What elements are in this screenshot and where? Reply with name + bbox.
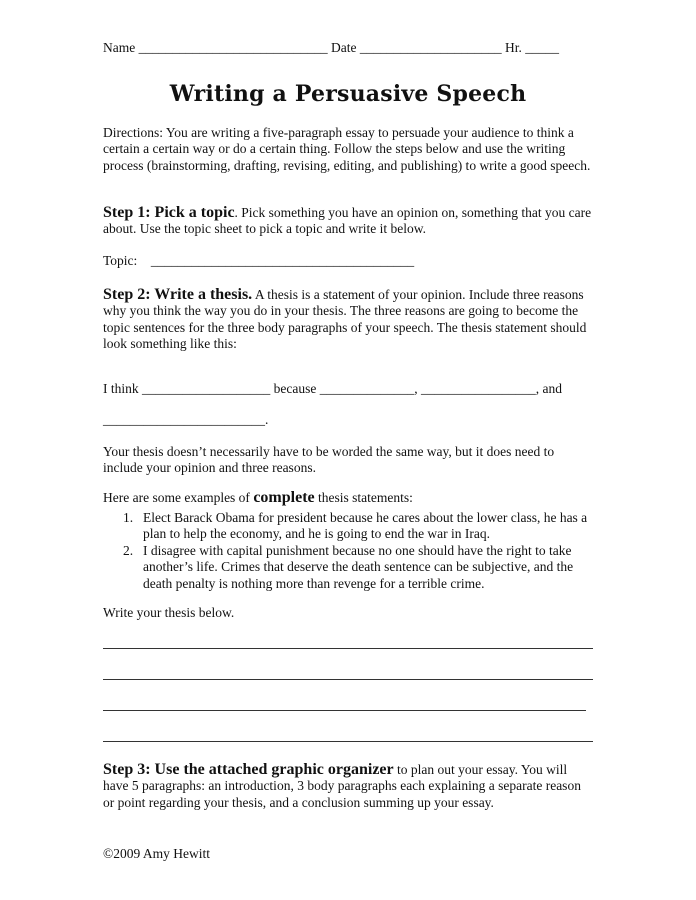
step1-body: . Pick something you have an opinion on, something that you care about. Use the topic sheet to pick a topic and write it below. bbox=[103, 205, 592, 237]
list-item-text: Elect Barack Obama for president because he cares about the lower class, he has a plan to help the economy, and he is going to end the war in Iraq. bbox=[143, 510, 588, 542]
copyright-footer: ©2009 Amy Hewitt bbox=[103, 846, 211, 861]
examples-intro-after: thesis statements: bbox=[314, 490, 413, 505]
examples-intro-before: Here are some examples of bbox=[103, 490, 254, 505]
date-label: Date bbox=[330, 40, 357, 55]
thesis-writing-line[interactable] bbox=[103, 741, 593, 742]
examples-list bbox=[103, 510, 598, 592]
step2-body: A thesis is a statement of your opinion. Include three reasons why you think the way you do in your thesis. The three reasons are going to become the topic sentences for the three body paragraphs of your speech. The thesis statement should look something like this: bbox=[103, 287, 587, 352]
list-item-number: 1. bbox=[123, 510, 134, 525]
topic-label: Topic: bbox=[103, 253, 138, 268]
thesis-writing-line[interactable] bbox=[103, 679, 593, 680]
step1-heading: Step 1: Pick a topic bbox=[103, 204, 235, 221]
date-blank[interactable]: _____________________ bbox=[359, 40, 502, 55]
examples-intro-emphasis: complete bbox=[253, 489, 315, 506]
name-blank[interactable]: ____________________________ bbox=[138, 40, 328, 55]
step1-paragraph bbox=[103, 205, 593, 238]
name-label: Name bbox=[103, 40, 136, 55]
header-line bbox=[103, 40, 559, 56]
page-title: Writing a Persuasive Speech bbox=[169, 81, 527, 107]
hr-label: Hr. bbox=[504, 40, 522, 55]
step3-paragraph bbox=[103, 762, 593, 811]
examples-intro bbox=[103, 490, 593, 506]
topic-line bbox=[103, 253, 414, 269]
thesis-writing-line[interactable] bbox=[103, 648, 593, 649]
thesis-template-line1[interactable]: I think ___________________ because ______________, _________________, and bbox=[103, 381, 562, 396]
list-item bbox=[103, 543, 598, 592]
list-item bbox=[103, 510, 598, 543]
thesis-note-paragraph: Your thesis doesn’t necessarily have to be worded the same way, but it does need to include your opinion and three reasons. bbox=[103, 444, 555, 476]
step3-heading: Step 3: Use the attached graphic organizer bbox=[103, 761, 394, 778]
topic-blank[interactable]: _______________________________________ bbox=[150, 253, 415, 268]
list-item-text: I disagree with capital punishment because no one should have the right to take another’s life. Crimes that deserve the death sentence can be subjective, and the death penalty is nothing more than revenge for a terrible crime. bbox=[143, 542, 574, 591]
write-thesis-label: Write your thesis below. bbox=[103, 605, 235, 620]
thesis-template-line2[interactable]: ________________________. bbox=[103, 412, 269, 427]
step3-body: to plan out your essay. You will have 5 paragraphs: an introduction, 3 body paragraphs each explaining a separate reason or point regarding your thesis, and a conclusion summing up your essay. bbox=[103, 762, 581, 810]
directions-paragraph: Directions: You are writing a five-paragraph essay to persuade your audience to think a certain a certain way or do a certain thing. Follow the steps below and use the writing process (brainstorming, drafting, revising, editing, and publishing) to write a good speech. bbox=[103, 125, 591, 173]
list-item-number: 2. bbox=[123, 542, 134, 558]
thesis-writing-line[interactable] bbox=[103, 710, 586, 711]
step2-paragraph bbox=[103, 287, 593, 353]
hr-blank[interactable]: _____ bbox=[525, 40, 559, 55]
step2-heading: Step 2: Write a thesis. bbox=[103, 286, 253, 303]
